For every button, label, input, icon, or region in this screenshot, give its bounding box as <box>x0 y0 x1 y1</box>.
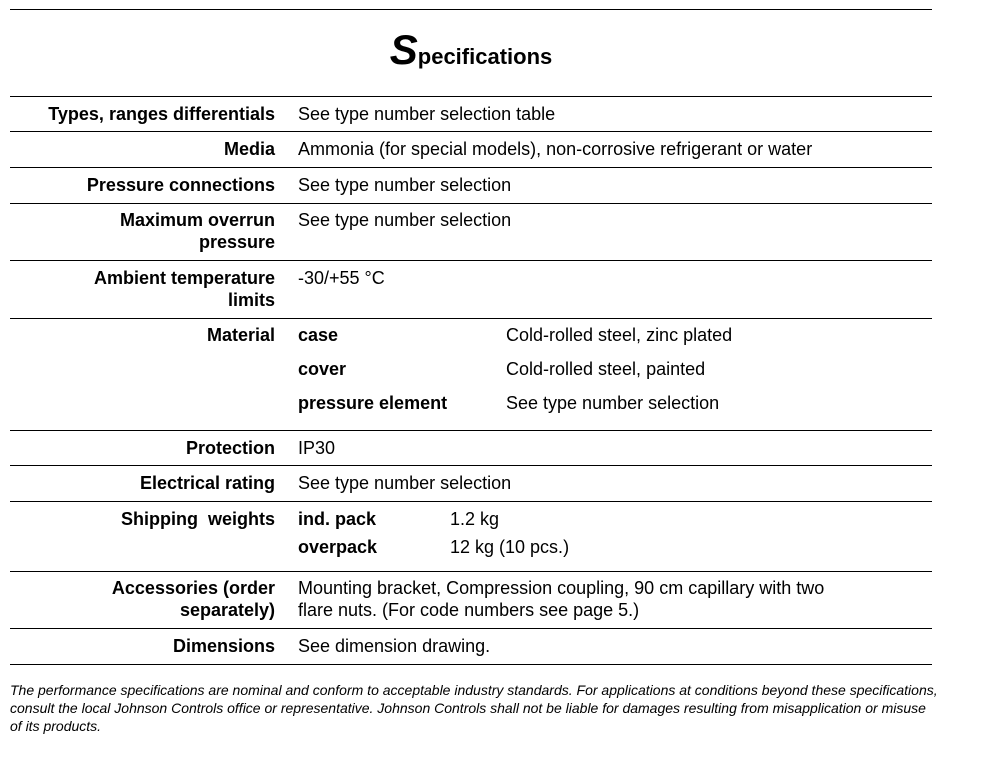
row-label-max-overrun-2: pressure <box>198 232 275 252</box>
row-value-accessories-2: flare nuts. (For code numbers see page 5.) <box>298 600 640 620</box>
row-label-shipping: Shipping weights <box>121 509 275 529</box>
shipping-item-value: 1.2 kg <box>450 509 500 529</box>
row-label-pressure-connections: Pressure connections <box>86 175 275 195</box>
shipping-item-name: overpack <box>298 537 378 557</box>
material-item-name: cover <box>298 359 347 379</box>
row-value-max-overrun: See type number selection <box>298 210 512 230</box>
row-label-accessories-1: Accessories (order <box>111 578 275 598</box>
disclaimer-text: The performance specifications are nominal and conform to acceptable industry standards. For applications at conditions beyond these specifications, consult the local Johnson Controls office or representative. Johnson Controls shall not be liable for damages resulting from misapplication or misuse of its products. <box>10 682 938 734</box>
material-item-value: Cold-rolled steel, zinc plated <box>506 325 733 345</box>
title-rest: pecifications <box>417 44 553 69</box>
row-value-types: See type number selection table <box>298 104 556 124</box>
table-rule <box>10 260 932 261</box>
shipping-item-value: 12 kg (10 pcs.) <box>450 537 570 557</box>
row-value-ambient: -30/+55 °C <box>298 268 385 288</box>
row-label-material: Material <box>206 325 275 345</box>
row-label-ambient-1: Ambient temperature <box>93 268 275 288</box>
table-rule <box>10 664 932 665</box>
row-label-max-overrun-1: Maximum overrun <box>119 210 275 230</box>
row-label-dimensions: Dimensions <box>172 636 275 656</box>
material-item-name: pressure element <box>298 393 448 413</box>
row-label-electrical: Electrical rating <box>139 473 275 493</box>
title-initial: S <box>389 26 418 73</box>
table-rule <box>10 501 932 502</box>
top-rule <box>10 9 932 10</box>
table-rule <box>10 628 932 629</box>
material-item-value: Cold-rolled steel, painted <box>506 359 706 379</box>
row-value-accessories-1: Mounting bracket, Compression coupling, 90 cm capillary with two <box>298 578 825 598</box>
row-value-dimensions: See dimension drawing. <box>298 636 491 656</box>
row-label-accessories-2: separately) <box>179 600 275 620</box>
table-rule <box>10 203 932 204</box>
table-rule <box>10 167 932 168</box>
table-rule <box>10 318 932 319</box>
material-item-name: case <box>298 325 339 345</box>
row-value-pressure-connections: See type number selection <box>298 175 512 195</box>
table-rule <box>10 465 932 466</box>
table-rule <box>10 571 932 572</box>
shipping-item-name: ind. pack <box>298 509 377 529</box>
page-title <box>10 26 932 74</box>
row-label-media: Media <box>223 139 275 159</box>
material-item-value: See type number selection <box>506 393 720 413</box>
row-label-ambient-2: limits <box>227 290 275 310</box>
table-rule <box>10 131 932 132</box>
table-rule <box>10 96 932 97</box>
row-label-types: Types, ranges differentials <box>48 104 275 124</box>
table-rule <box>10 430 932 431</box>
row-value-media: Ammonia (for special models), non-corrosive refrigerant or water <box>298 139 813 159</box>
row-value-protection: IP30 <box>298 438 336 458</box>
row-label-protection: Protection <box>185 438 275 458</box>
row-value-electrical: See type number selection <box>298 473 512 493</box>
